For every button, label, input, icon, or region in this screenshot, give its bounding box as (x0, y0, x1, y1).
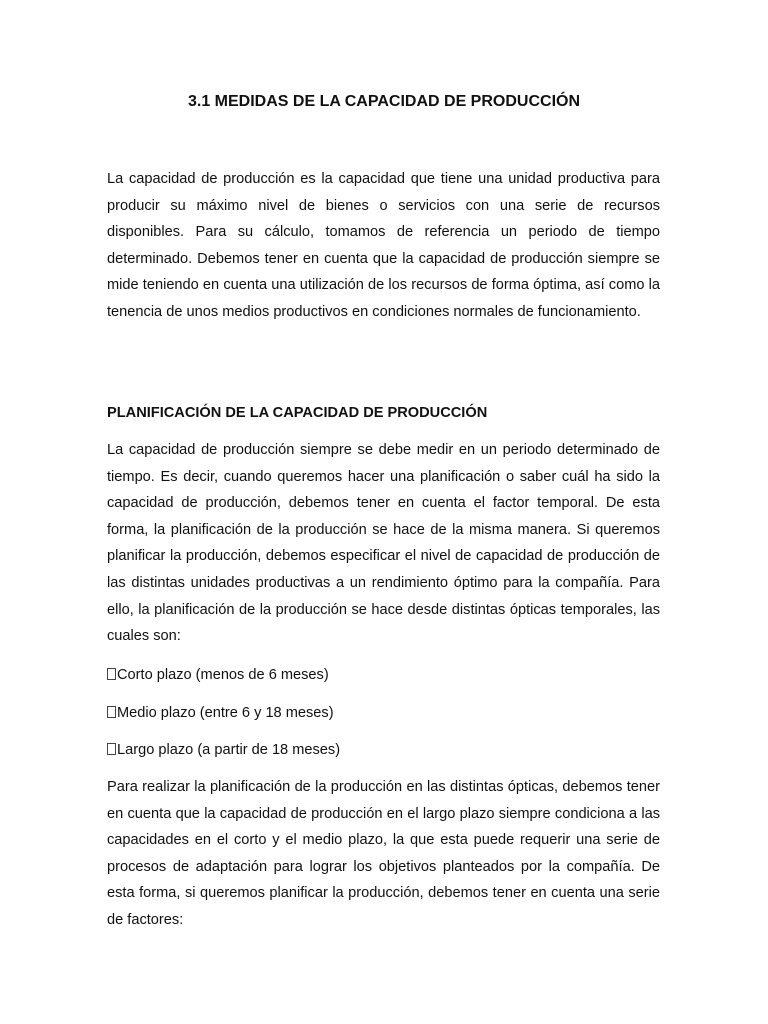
planning-paragraph: La capacidad de producción siempre se debe medir en un periodo determinado de tiempo. Es decir, cuando queremos hacer una planificación o saber cuál ha sido la capacidad de producción, debemos tener en cuenta el factor temporal. De esta forma, la planificación de la producción se hace de la misma manera. Si queremos planificar la producción, debemos especificar el nivel de capacidad de producción de las distintas unidades productivas a un rendimiento óptimo para la compañía. Para ello, la planificación de la producción se hace desde distintas ópticas temporales, las cuales son: (107, 442, 660, 645)
bullet-label: Corto plazo (menos de 6 meses) (117, 667, 329, 683)
closing-paragraph: Para realizar la planificación de la producción en las distintas ópticas, debemos tener en cuenta que la capacidad de producción en el largo plazo siempre condiciona a las capacidades en el corto y el medio plazo, la que esta puede requerir una serie de procesos de adaptación para lograr los objetivos planteados por la compañía. De esta forma, si queremos planificar la producción, debemos tener en cuenta una serie de factores: (107, 779, 660, 928)
bullet-label: Medio plazo (entre 6 y 18 meses) (117, 705, 334, 721)
intro-paragraph: La capacidad de producción es la capacidad que tiene una unidad productiva para producir su máximo nivel de bienes o servicios con una serie de recursos disponibles. Para su cálculo, tomamos de referencia un periodo de tiempo determinado. Debemos tener en cuenta que la capacidad de producción siempre se mide teniendo en cuenta una utilización de los recursos de forma óptima, así como la tenencia de unos medios productivos en condiciones normales de funcionamiento. (107, 171, 660, 320)
bullet-item-medium-term (107, 703, 660, 723)
section-heading: PLANIFICACIÓN DE LA CAPACIDAD DE PRODUCCIÓN (107, 405, 488, 421)
bullet-item-long-term (107, 740, 660, 760)
bullet-label: Largo plazo (a partir de 18 meses) (117, 742, 341, 758)
bullet-icon (107, 668, 116, 680)
bullet-item-short-term (107, 665, 660, 685)
document-title: 3.1 MEDIDAS DE LA CAPACIDAD DE PRODUCCIÓN (187, 93, 581, 110)
bullet-icon (107, 706, 116, 718)
bullet-icon (107, 743, 116, 755)
